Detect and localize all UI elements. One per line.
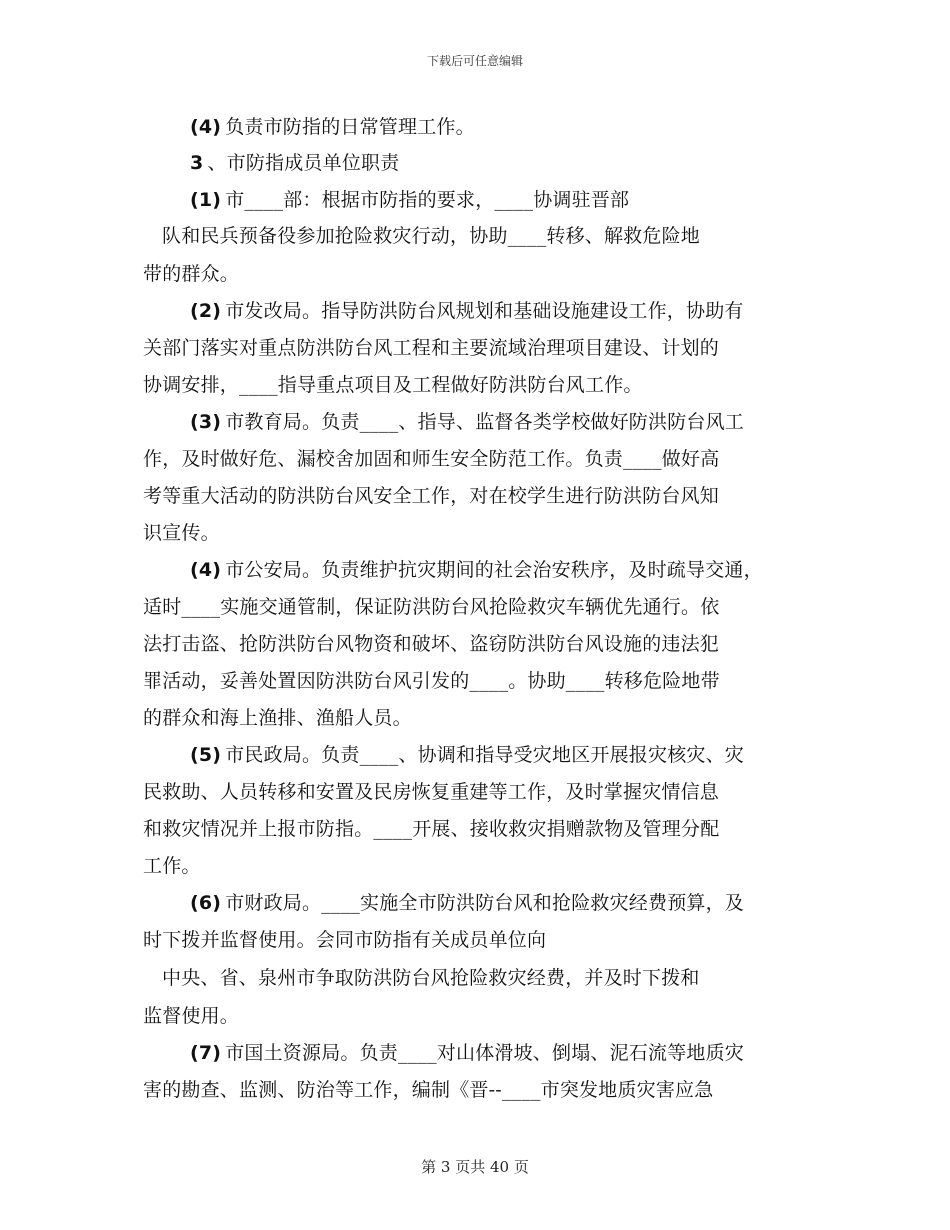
text-line — [190, 743, 744, 767]
item-number: 3 — [190, 152, 204, 174]
line-text: 害的勘查、监测、防治等工作，编制《晋--____市突发地质灾害应急 — [143, 1079, 714, 1101]
line-text: 市财政局。____实施全市防洪防台风和抢险救灾经费预算，及 — [225, 892, 744, 914]
text-line — [190, 299, 744, 323]
text-line — [143, 484, 719, 508]
item-number: (5) — [190, 744, 222, 766]
text-line — [190, 151, 399, 175]
line-text: 识宣传。 — [143, 522, 220, 544]
text-line — [190, 891, 744, 915]
text-line — [143, 928, 546, 952]
line-text: 中央、省、泉州市争取防洪防台风抢险救灾经费，并及时下拨和 — [162, 967, 700, 989]
text-line — [143, 373, 643, 397]
line-text: 队和民兵预备役参加抢险救灾行动，协助____转移、解救危险地 — [162, 225, 701, 247]
item-number: (7) — [190, 1042, 222, 1064]
line-text: 市____部：根据市防指的要求，____协调驻晋部 — [225, 189, 630, 211]
line-text: 工作。 — [143, 855, 201, 877]
line-text: 市教育局。负责____、指导、监督各类学校做好防洪防台风工 — [225, 411, 744, 433]
line-text: 关部门落实对重点防洪防台风工程和主要流域治理项目建设、计划的 — [143, 337, 720, 359]
text-line — [143, 521, 220, 545]
line-text: 负责市防指的日常管理工作。 — [225, 116, 475, 138]
line-text: 市公安局。负责维护抗灾期间的社会治安秩序，及时疏导交通， — [225, 559, 763, 581]
item-number: (3) — [190, 411, 222, 433]
text-line — [143, 632, 719, 656]
text-line — [162, 224, 700, 248]
line-text: 适时____实施交通管制，保证防洪防台风抢险救灾车辆优先通行。依 — [143, 596, 720, 618]
line-text: 时下拨并监督使用。会同市防指有关成员单位向 — [143, 929, 547, 951]
text-line — [162, 966, 700, 990]
line-text: 法打击盗、抢防洪防台风物资和破坏、盗窃防洪防台风设施的违法犯 — [143, 633, 720, 655]
text-line — [143, 447, 719, 471]
line-text: 作，及时做好危、漏校舍加固和师生安全防范工作。负责____做好高 — [143, 448, 720, 470]
item-number: (2) — [190, 300, 222, 322]
text-line — [190, 188, 629, 212]
text-line — [143, 817, 719, 841]
text-line — [190, 410, 744, 434]
line-text: 协调安排，____指导重点项目及工程做好防洪防台风工作。 — [143, 374, 643, 396]
text-line — [143, 669, 720, 693]
text-line — [190, 558, 763, 582]
item-number: (6) — [190, 892, 222, 914]
text-line — [143, 854, 201, 878]
line-text: 考等重大活动的防洪防台风安全工作，对在校学生进行防洪防台风知 — [143, 485, 720, 507]
line-text: 市民政局。负责____、协调和指导受灾地区开展报灾核灾、灾 — [225, 744, 744, 766]
line-text: 和救灾情况并上报市防指。____开展、接收救灾捐赠款物及管理分配 — [143, 818, 720, 840]
line-text: 、市防指成员单位职责 — [207, 152, 400, 174]
line-text: 罪活动，妥善处置因防洪防台风引发的____。协助____转移危险地带 — [143, 670, 720, 692]
text-line — [190, 115, 475, 139]
text-line — [143, 1078, 713, 1102]
line-text: 市国土资源局。负责____对山体滑坡、倒塌、泥石流等地质灾 — [225, 1042, 744, 1064]
text-line — [143, 780, 719, 804]
line-text: 监督使用。 — [143, 1005, 240, 1027]
line-text: 带的群众。 — [143, 263, 240, 285]
line-text: 民救助、人员转移和安置及民房恢复重建等工作，及时掌握灾情信息 — [143, 781, 720, 803]
text-line — [143, 1004, 239, 1028]
item-number: (1) — [190, 189, 222, 211]
page-footer: 第 3 页共 40 页 — [421, 1158, 529, 1176]
item-number: (4) — [190, 116, 222, 138]
page-header: 下载后可任意编辑 — [426, 54, 523, 68]
text-line — [143, 336, 719, 360]
text-line — [190, 1041, 744, 1065]
text-line — [143, 706, 412, 730]
line-text: 的群众和海上渔排、渔船人员。 — [143, 707, 412, 729]
line-text: 市发改局。指导防洪防台风规划和基础设施建设工作，协助有 — [225, 300, 744, 322]
item-number: (4) — [190, 559, 222, 581]
text-line — [143, 262, 239, 286]
text-line — [143, 595, 719, 619]
